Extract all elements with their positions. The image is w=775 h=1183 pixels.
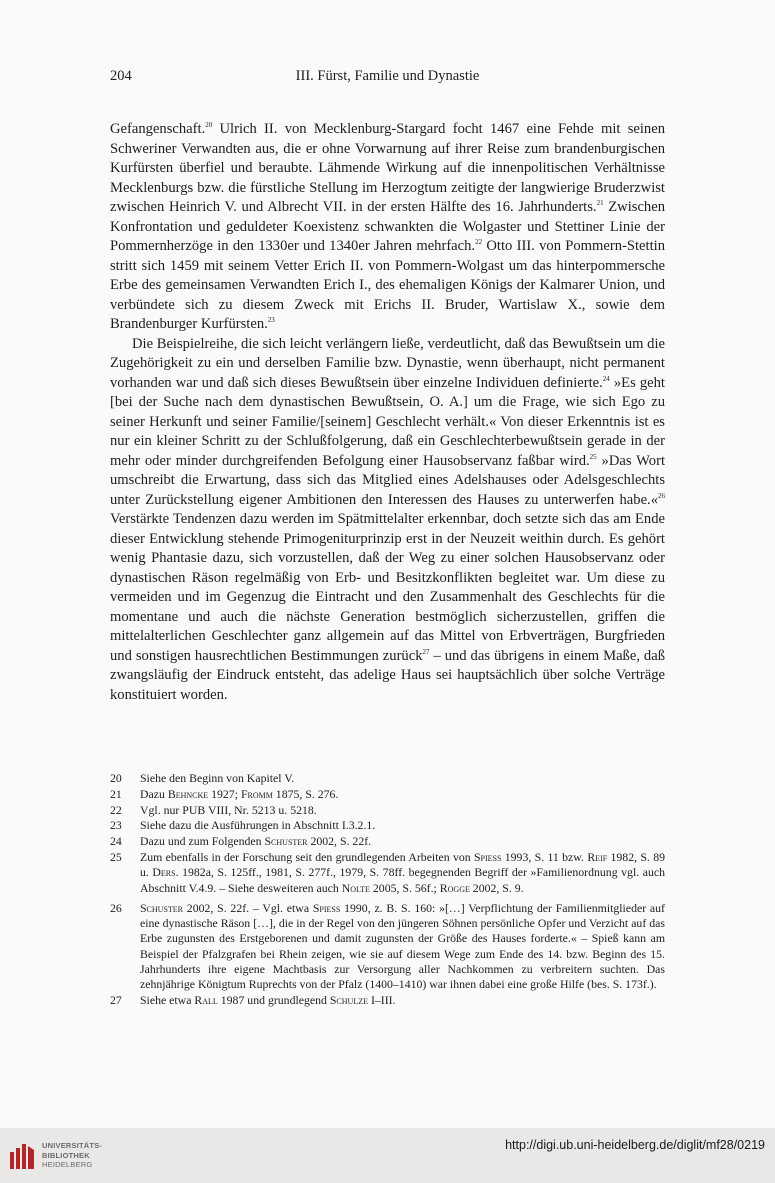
running-head: III. Fürst, Familie und Dynastie (295, 68, 480, 84)
text-run: Gefangenschaft. (110, 121, 206, 137)
footnote-24 (110, 834, 665, 849)
footnote-ref[interactable]: 22 (475, 238, 483, 246)
logo-shape (10, 1144, 34, 1169)
footnote-22 (110, 803, 665, 818)
author-name: Ders. (152, 865, 179, 880)
paragraph-1 (110, 120, 665, 335)
footnote-number: 24 (110, 834, 122, 849)
footnotes (110, 771, 665, 1008)
footnote-23 (110, 818, 665, 833)
author-name: Nolte (341, 880, 370, 895)
logo-line-3: HEIDELBERG (42, 1160, 93, 1169)
footnote-number: 22 (110, 802, 122, 817)
footnote-text: Siehe etwa Rall 1987 und grundlegend Schulze I–III. (140, 993, 396, 1008)
author-name: Fromm (240, 786, 273, 801)
footnote-25 (110, 850, 665, 896)
footnote-text: Zum ebenfalls in der Forschung seit den grundlegenden Arbeiten von Spiess 1993, S. 11 bzw. Reif 1982, S. 89 u. Ders. 1982a, S. 125ff., 1981, S. 277f., 1979, S. 78ff. begegnenden Begriff der »Familienordnung vgl. auch Abschnitt V.4.9. – Siehe desweiteren auch Nolte 2005, S. 56f.; Rogge 2002, S. 9. (140, 849, 666, 895)
footnote-number: 26 (110, 900, 122, 915)
text-run: Otto III. von Pommern-Stettin stritt sich 1459 mit seinem Vetter Erich II. von Pommern-Wolgast um das hinterpommersche Erbe des gemeinsamen Verwandten Erich I., des ehemaligen Königs der Kalmarer Union, und verbündete sich zu diesem Zweck mit Erichs II. Bruder, Wartislaw X., sowie dem Brandenburger Kurfürsten. (110, 238, 665, 332)
text-run: »Das Wort umschreibt die Erwartung, dass sich das Mitglied eines Adelshauses oder Adelsgeschlechts unter Zurückstellung eigener Ambitionen den Interessen des Hauses zu unterwerfen habe.« (110, 452, 665, 508)
text-run: Zwischen Konfrontation und geduldeter Koexistenz schwankten die Wolgaster und Stettiner Linie der Pommernherzöge in den 1330er und 1340er Jahren mehrfach. (110, 199, 665, 254)
author-name: Behncke (167, 786, 209, 801)
footnote-number: 27 (110, 993, 122, 1008)
text-run: – und das übrigens in einem Maße, daß zwangsläufig der Eindruck entsteht, das adelige Haus sei hauptsächlich über solche Verträge konstituiert worden. (110, 647, 666, 703)
footnote-ref[interactable]: 20 (205, 121, 213, 129)
page-header (110, 68, 665, 86)
author-name: Schuster (264, 834, 308, 849)
footnote-ref[interactable]: 21 (596, 199, 604, 207)
footnote-number: 25 (110, 849, 122, 864)
logo-line-2: BIBLIOTHEK (42, 1150, 90, 1160)
library-logo-icon (9, 1142, 35, 1170)
author-name: Spiess (312, 900, 341, 915)
main-text (110, 120, 665, 705)
footnote-number: 20 (110, 771, 122, 785)
footnote-text: Dazu Behncke 1927; Fromm 1875, S. 276. (140, 786, 339, 801)
footer-bar (0, 1128, 775, 1183)
author-name: Spiess (473, 849, 502, 864)
footnote-26 (110, 901, 665, 993)
footnote-ref[interactable]: 23 (267, 316, 275, 324)
logo-line-1: UNIVERSITÄTS- (42, 1141, 103, 1150)
text-run: Verstärkte Tendenzen dazu werden im Spätmittelalter erkennbar, doch setzte sich das am Ende dieser Entwicklung stehende Primogeniturprinzip erst in der Neuzeit weithin durch. Es gehört wenig Phantasie dazu, sich vorzustellen, daß der Weg zu einer solchen Hausobservanz oder dynastischen Räson regelmäßig von Erb- und Besitzkonflikten begleitet war. Um diese zu vermeiden und im Gegenzug die Eintracht und den Zusammenhalt des Geschlechts für die momentane und auch die nächste Generation bestmöglich sicherzustellen, griffen die mittelalterlichen Geschlechter ganz allgemein auf das Mittel von Erbverträgen, Burgfrieden und sonstigen hausrechtlichen Bestimmungen zurück (110, 511, 665, 664)
library-logo-text (42, 1141, 102, 1170)
footnote-27 (110, 993, 665, 1008)
footnote-text: Vgl. nur PUB VIII, Nr. 5213 u. 5218. (140, 802, 317, 817)
footnote-number: 21 (110, 786, 122, 801)
footnote-ref[interactable]: 24 (602, 374, 610, 383)
footnote-ref[interactable]: 27 (422, 647, 430, 656)
author-name: Rall (194, 993, 218, 1008)
footnote-ref[interactable]: 26 (658, 491, 665, 500)
footnote-20 (110, 771, 665, 786)
author-name: Schuster (140, 900, 184, 915)
paragraph-2 (110, 335, 665, 706)
page-number: 204 (110, 68, 132, 84)
text-run: Ulrich II. von Mecklenburg-Stargard focht 1467 eine Fehde mit seinen Schweriner Verwandten aus, die er ohne Vorwarnung auf ihrer Reise zum brandenburgischen Kurfürsten überfiel und beraubte. Lähmende Wirkung auf die innenpolitischen Verhältnisse Mecklenburgs bzw. die fürstliche Stellung im Herzogtum zeitigte der langwierige Bruderzwist zwischen Heinrich V. und Albrecht VII. in der ersten Hälfte des 16. Jahrhunderts. (110, 121, 665, 215)
permalink-url[interactable]: http://digi.ub.uni-heidelberg.de/diglit/mf28/0219 (505, 1138, 765, 1152)
footnote-text: Dazu und zum Folgenden Schuster 2002, S. 22f. (140, 834, 372, 849)
author-name: Schulze (329, 993, 368, 1008)
footnote-text: Siehe dazu die Ausführungen in Abschnitt I.3.2.1. (140, 818, 376, 833)
footnote-text: Schuster 2002, S. 22f. – Vgl. etwa Spiess 1990, z. B. S. 160: »[…] Verpflichtung der Familienmitglieder auf eine dynastische Räson […], die in der Regel von den jüngeren Söhnen persönliche Opfer und Verzicht auf das Erbe zugunsten des Erstgeborenen und damit zugunsten der Größe des Hauses forderte.« – Spieß kann am Beispiel der Pfalzgrafen bei Rhein zeigen, wie sie auf diesem Wege zum Ende des 14. bzw. Beginn des 15. Jahrhunderts ihre eigene Machtbasis zur Versorgung aller Nachkommen zu verbreitern suchten. Das zehnjährige Königtum Ruprechts von der Pfalz (1400–1410) war ihnen dabei eine große Hilfe (bes. S. 173f.). (140, 900, 665, 992)
text-run: »Es geht [bei der Suche nach dem dynastischen Bewußtsein, O. A.] um die Frage, wie sich Ego zu seiner Herkunft und seiner Familie/[seinem] Geschlecht verhält.« Von dieser Erkenntnis ist es nur ein kleiner Schritt zu der Schlußfolgerung, daß ein Geschlechterbewußtsein gerade in der mehr oder minder durchgreifenden Befolgung einer Hausobservanz faßbar wird. (110, 374, 665, 469)
author-name: Reif (587, 849, 608, 864)
footnote-21 (110, 787, 665, 802)
text-run: Die Beispielreihe, die sich leicht verlängern ließe, verdeutlicht, daß das Bewußtsein um die Zugehörigkeit zu ein und derselben Familie bzw. Dynastie, wenn überhaupt, nicht permanent vorhanden war und daß sich dieses Bewußtsein über einzelne Individuen definierte. (110, 335, 665, 391)
author-name: Rogge (439, 880, 470, 895)
footnote-number: 23 (110, 818, 122, 833)
footnote-ref[interactable]: 25 (589, 452, 597, 461)
footnote-text: Siehe den Beginn von Kapitel V. (140, 771, 295, 785)
